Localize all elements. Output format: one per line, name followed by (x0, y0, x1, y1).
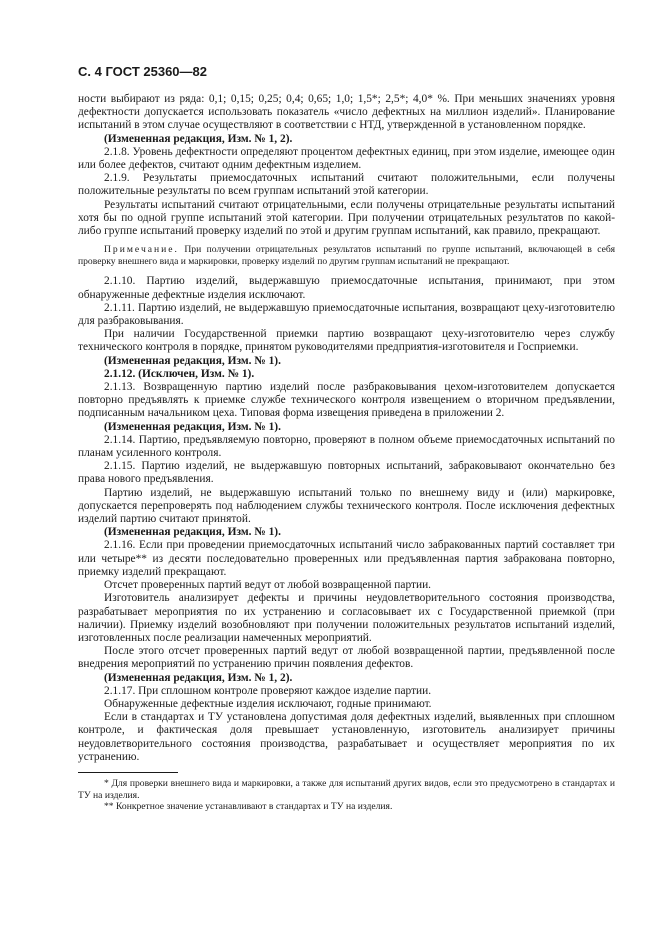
paragraph: Отсчет проверенных партий ведут от любой возвращенной партии. (104, 579, 432, 592)
footnote-divider (78, 772, 178, 773)
amendment-note: (Измененная редакция, Изм. № 1). (104, 526, 281, 539)
paragraph: Если в стандартах и ТУ установлена допустимая доля дефектных изделий, выявленных при сплошном контроле, и фактическая доля превышает установленную, изготовитель анализирует причины неудовлетворительного состояния производства, разрабатывает и осуществляет мероприятия по их устранению. (78, 711, 615, 763)
paragraph: Обнаруженные дефектные изделия исключают, годные принимают. (104, 697, 432, 710)
note-text: При получении отрицательных результатов испытаний по группе испытаний, включающей в себя проверку внешнего вида и маркировки, проверку изделий по другим группам испытаний не прекращают. (78, 244, 615, 267)
clause-2-1-15: 2.1.15. Партию изделий, не выдержавшую повторных испытаний, забраковывают окончательно без права нового предъявления. (78, 460, 615, 486)
paragraph: Изготовитель анализирует дефекты и причины неудовлетворительного состояния производства, разрабатывает мероприятия по их устранению и согласовывает их с Государственной приемкой (при наличии). Приемку изделий возобновляют при получении положительных результатов испытаний изделий, изготовленных после реализации намеченных мероприятий. (78, 592, 615, 644)
clause-2-1-9: 2.1.9. Результаты приемосдаточных испытаний считают положительными, если получены положительные результаты по всем группам испытаний этой категории. (78, 172, 615, 198)
amendment-note: (Измененная редакция, Изм. № 1, 2). (104, 132, 293, 145)
amendment-note: (Измененная редакция, Изм. № 1). (104, 354, 281, 367)
paragraph: Результаты испытаний считают отрицательными, если получены отрицательные результаты испытаний хотя бы по одной группе испытаний этой категории. При получении отрицательных результатов по какой-либо группе испытаний проверку изделий по этой и другим группам испытаний, как правило, прекращают. (78, 198, 615, 238)
clause-2-1-12: 2.1.12. (Исключен, Изм. № 1). (104, 367, 255, 380)
note-label: Примечание. (104, 244, 179, 256)
clause-2-1-14: 2.1.14. Партию, предъявляемую повторно, проверяют в полном объеме приемосдаточных испытаний по планам усиленного контроля. (78, 433, 615, 460)
page-header: С. 4 ГОСТ 25360—82 (78, 64, 207, 79)
amendment-note: (Измененная редакция, Изм. № 1, 2). (104, 671, 293, 684)
clause-2-1-8: 2.1.8. Уровень дефектности определяют процентом дефектных единиц, при этом изделие, имеющее один или более дефектов, считают одним дефектным изделием. (78, 145, 615, 172)
amendment-note: (Измененная редакция, Изм. № 1). (104, 420, 281, 433)
paragraph: После этого отсчет проверенных партий ведут от любой возвращенной партии, предъявленной после внедрения мероприятий по устранению причин появления дефектов. (78, 645, 615, 671)
note-block (78, 244, 615, 267)
paragraph: ности выбирают из ряда: 0,1; 0,15; 0,25; 0,4; 0,65; 1,0; 1,5*; 2,5*; 4,0* %. При меньших значениях уровня дефектности допускается использовать показатель «число дефектных на миллион изделий». Планирование испытаний в этом случае осуществляют в соответствии с НТД, утвержденной в установленном порядке. (78, 93, 615, 132)
paragraph: Партию изделий, не выдержавшую испытаний только по внешнему виду и (или) маркировке, допускается перепроверять под наблюдением службы технического контроля. После исключения дефектных изделий партию считают принятой. (78, 486, 615, 526)
paragraph: При наличии Государственной приемки партию возвращают цеху-изготовителю через службу технического контроля в порядке, принятом руководителями предприятия-изготовителя и Госприемки. (78, 328, 615, 354)
footnote: * Для проверки внешнего вида и маркировки, а также для испытаний других видов, если это предусмотрено в стандартах и ТУ на изделия. (78, 777, 615, 801)
clause-2-1-13: 2.1.13. Возвращенную партию изделий после разбраковывания цехом-изготовителем допускается повторно предъявлять к приемке службе технического контроля извещением о вторичном предъявлении, подписанным начальником цеха. Типовая форма извещения приведена в приложении 2. (78, 381, 615, 420)
clause-2-1-10: 2.1.10. Партию изделий, выдержавшую приемосдаточные испытания, принимают, при этом обнаруженные дефектные изделия исключают. (78, 275, 615, 301)
clause-2-1-17: 2.1.17. При сплошном контроле проверяют каждое изделие партии. (104, 684, 432, 697)
clause-2-1-16: 2.1.16. Если при проведении приемосдаточных испытаний число забракованных партий составляет три или четыре** из десяти последовательно проверенных или предъявленная партия забракована повторно, приемку изделий прекращают. (78, 539, 615, 578)
footnote: ** Конкретное значение устанавливают в стандартах и ТУ на изделия. (104, 801, 393, 813)
body-text (78, 93, 615, 813)
clause-2-1-11: 2.1.11. Партию изделий, не выдержавшую приемосдаточные испытания, возвращают цеху-изготовителю для разбраковывания. (78, 301, 615, 328)
